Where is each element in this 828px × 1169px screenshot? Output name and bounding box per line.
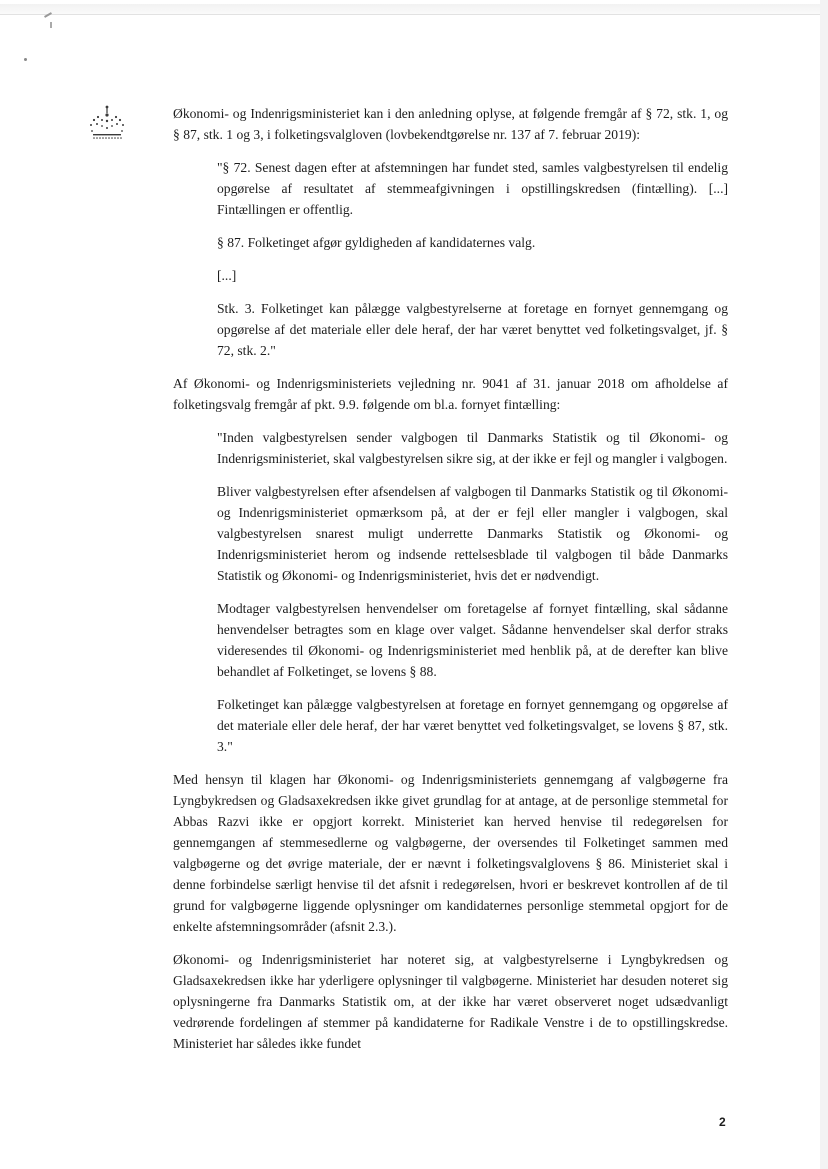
scan-mark [50, 22, 52, 28]
quote-paragraph: Stk. 3. Folketinget kan pålægge valgbestyrelserne at foretage en fornyet gennemgang og opgørelse af det materiale eller dele heraf, der har været benyttet ved folketingsvalget, jf. § 72, stk. 2." [217, 301, 728, 358]
body-paragraph: Med hensyn til klagen har Økonomi- og Indenrigsministeriets gennemgang af valgbøgerne fra Lyngbykredsen og Gladsaxekredsen ikke givet grundlag for at antage, at de personlige stemmetal for Abbas Razvi ikke er opgjort korrekt. Ministeriet kan herved henvise til redegørelsen for gennemgangen af stemmesedlerne og valgbøgerne, der oversendes til Folketinget sammen med valgbøgerne og det øvrige materiale, der er nævnt i folketingsvalglovens § 86. Ministeriet skal i denne forbindelse særligt henvise til det afsnit i redegørelsen, hvori er beskrevet kontrollen af de til grund for valgbøgerne liggende oplysninger om kandidaternes personlige stemmetal opgjort for de enkelte afstemningsområder (afsnit 2.3.). [173, 772, 728, 934]
guidance-quote [217, 427, 728, 757]
guidance-intro-paragraph: Af Økonomi- og Indenrigsministeriets vejledning nr. 9041 af 31. januar 2018 om afholdelse af folketingsvalg fremgår af pkt. 9.9. følgende om bl.a. fornyet fintælling: [173, 376, 728, 412]
law-quote [217, 157, 728, 361]
quote-paragraph: Bliver valgbestyrelsen efter afsendelsen af valgbogen til Danmarks Statistik og til Økonomi- og Indenrigsministeriet opmærksom på, at der er fejl eller mangler i valgbogen, skal valgbestyrelsen snarest muligt underrette Danmarks Statistik og Økonomi- og Indenrigsministeriet herom og indsende rettelsesblade til valgbogen til både Danmarks Statistik og Økonomi- og Indenrigsministeriet, hvis det er nødvendigt. [217, 484, 728, 583]
quote-paragraph: § 87. Folketinget afgør gyldigheden af kandidaternes valg. [217, 235, 536, 250]
scan-edge-right [820, 0, 828, 1169]
scan-mark [24, 58, 27, 61]
scan-edge-top [0, 4, 828, 15]
quote-paragraph: "Inden valgbestyrelsen sender valgbogen til Danmarks Statistik og til Økonomi- og Indenrigsministeriet, skal valgbestyrelsen sikre sig, at der ikke er fejl og mangler i valgbogen. [217, 430, 728, 466]
quote-paragraph: "§ 72. Senest dagen efter at afstemningen har fundet sted, samles valgbestyrelsen til endelig opgørelse af resultatet af stemmeafgivningen i opstillingskredsen (fintælling). [...] Fintællingen er offentlig. [217, 160, 728, 217]
intro-paragraph: Økonomi- og Indenrigsministeriet kan i den anledning oplyse, at følgende fremgår af § 72, stk. 1, og § 87, stk. 1 og 3, i folketingsvalgloven (lovbekendtgørelse nr. 137 af 7. februar 2019): [173, 106, 728, 142]
letter-body [173, 103, 728, 1066]
crown-logo-icon [88, 104, 126, 144]
body-paragraph: Økonomi- og Indenrigsministeriet har noteret sig, at valgbestyrelserne i Lyngbykredsen og Gladsaxekredsen ikke har yderligere oplysninger til valgbøgerne. Ministeriet har desuden noteret sig oplysningerne fra Danmarks Statistik om, at der ikke har været observeret noget udsædvanligt vedrørende fordelingen af stemmer på kandidaterne for Radikale Venstre i de to opstillingskredse. Ministeriet har således ikke fundet [173, 952, 728, 1051]
quote-paragraph: Folketinget kan pålægge valgbestyrelsen at foretage en fornyet gennemgang og opgørelse af det materiale eller dele heraf, der har været benyttet ved folketingsvalget, se lovens § 87, stk. 3." [217, 697, 728, 754]
quote-paragraph: Modtager valgbestyrelsen henvendelser om foretagelse af fornyet fintælling, skal sådanne henvendelser betragtes som en klage over valget. Sådanne henvendelser skal derfor straks videresendes til Økonomi- og Indenrigsministeriet med henblik på, at de derefter kan blive behandlet af Folketinget, se lovens § 88. [217, 601, 728, 679]
quote-paragraph: [...] [217, 268, 237, 283]
page-number: 2 [719, 1115, 726, 1129]
